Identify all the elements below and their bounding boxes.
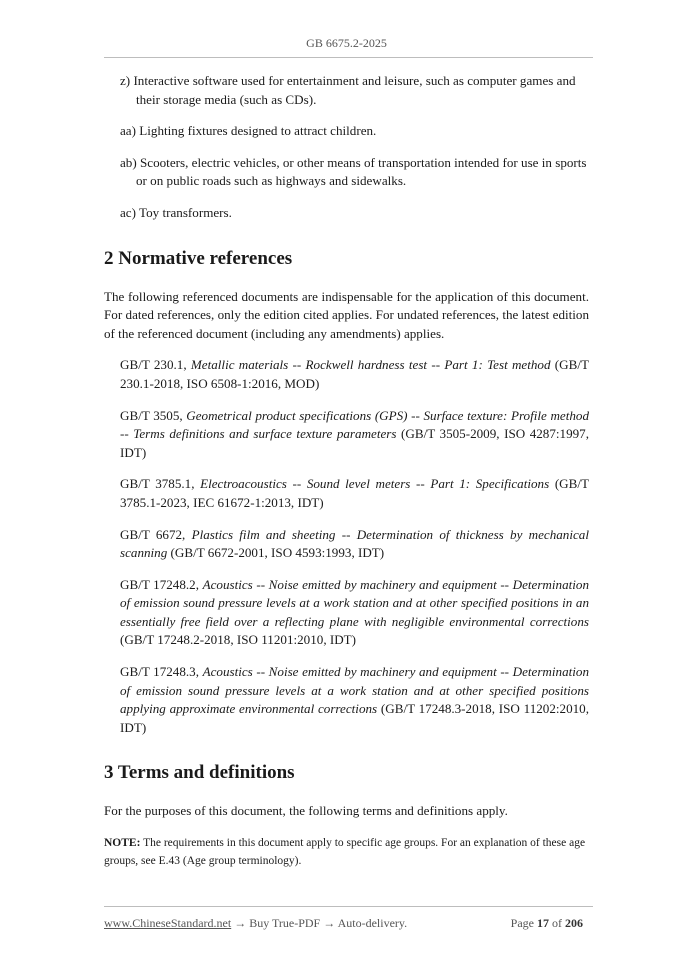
list-item: z) Interactive software used for entertainment and leisure, such as computer games and their storage media (such as CDs). — [120, 73, 576, 107]
reference-title: Acoustics -- Noise emitted by machinery and equipment -- Determination of emission sound pressure levels at a work station and at other specified positions in an essentially free field over a reflecting plane with negligible environmental corrections — [120, 576, 589, 629]
header-divider — [104, 57, 593, 58]
section-heading-terms-and-definitions: 3 Terms and definitions — [104, 762, 295, 784]
page-number: 17 — [537, 916, 549, 930]
reference-tail: (GB/T 230.1-2018, ISO 6508-1:2016, MOD) — [120, 357, 589, 391]
buy-pdf-link[interactable]: Buy True-PDF — [249, 916, 321, 930]
reference-item — [120, 663, 589, 737]
delivery-text: Auto-delivery. — [337, 916, 408, 930]
footer-divider — [104, 906, 593, 907]
list-item: ac) Toy transformers. — [120, 204, 232, 220]
page-label: Page — [510, 916, 534, 930]
section-heading-normative-references: 2 Normative references — [104, 247, 293, 269]
reference-code: GB/T 230.1, — [120, 357, 191, 373]
reference-code: GB/T 6672, — [120, 526, 192, 542]
page-header — [0, 36, 693, 51]
document-code: GB 6675.2-2025 — [306, 36, 387, 50]
reference-code: GB/T 17248.2, — [120, 576, 203, 592]
list-item: ab) Scooters, electric vehicles, or other means of transportation intended for use in sports or on public roads such as highways and sidewalks. — [120, 154, 587, 189]
reference-code: GB/T 3505, — [120, 407, 187, 423]
reference-item — [120, 576, 589, 650]
arrow-right-icon: → — [231, 916, 250, 930]
reference-title: Acoustics -- Noise emitted by machinery and equipment -- Determination of emission sound pressure levels at a work station and at other specified positions applying approximate environmental corrections — [120, 664, 589, 717]
reference-tail: (GB/T 6672-2001, ISO 4593:1993, IDT) — [167, 545, 385, 561]
site-link[interactable]: www.ChineseStandard.net — [104, 916, 232, 930]
reference-title: Geometrical product specifications (GPS) -- Surface texture: Profile method -- Terms definitions and surface texture parameters — [120, 407, 589, 442]
reference-tail: (GB/T 3505-2009, ISO 4287:1997, IDT) — [120, 426, 590, 460]
arrow-right-icon: → — [320, 916, 338, 930]
footer-links — [104, 916, 407, 931]
note-label: NOTE: — [104, 837, 141, 850]
note — [104, 834, 589, 870]
reference-title: Metallic materials -- Rockwell hardness test -- Part 1: Test method — [190, 357, 551, 373]
reference-item — [120, 407, 589, 463]
of-label: of — [552, 916, 562, 930]
reference-item — [120, 475, 589, 512]
reference-title: Plastics film and sheeting -- Determination of thickness by mechanical scanning — [120, 526, 589, 561]
reference-tail: (GB/T 3785.1-2023, IEC 61672-1:2013, IDT) — [120, 476, 589, 510]
reference-code: GB/T 17248.3, — [120, 664, 203, 680]
section-intro: The following referenced documents are indispensable for the application of this document. For dated references, only the edition cited applies. For undated references, the latest edition of the referenced document (including any amendments) applies. — [104, 288, 589, 341]
reference-title: Electroacoustics -- Sound level meters -- Part 1: Specifications — [200, 476, 550, 492]
reference-tail: (GB/T 17248.2-2018, ISO 11201:2010, IDT) — [120, 632, 357, 648]
reference-item — [120, 356, 589, 393]
section-intro: For the purposes of this document, the following terms and definitions apply. — [104, 803, 508, 819]
page-total: 206 — [565, 916, 583, 930]
list-item: aa) Lighting fixtures designed to attract children. — [120, 123, 377, 139]
reference-tail: (GB/T 17248.3-2018, ISO 11202:2010, IDT) — [120, 701, 589, 735]
reference-code: GB/T 3785.1, — [120, 476, 201, 492]
reference-item — [120, 526, 589, 563]
note-text: The requirements in this document apply to specific age groups. For an explanation of these age groups, see E.43 (Age group terminology). — [104, 837, 586, 868]
page-content — [104, 72, 589, 870]
page-indicator — [511, 916, 583, 931]
